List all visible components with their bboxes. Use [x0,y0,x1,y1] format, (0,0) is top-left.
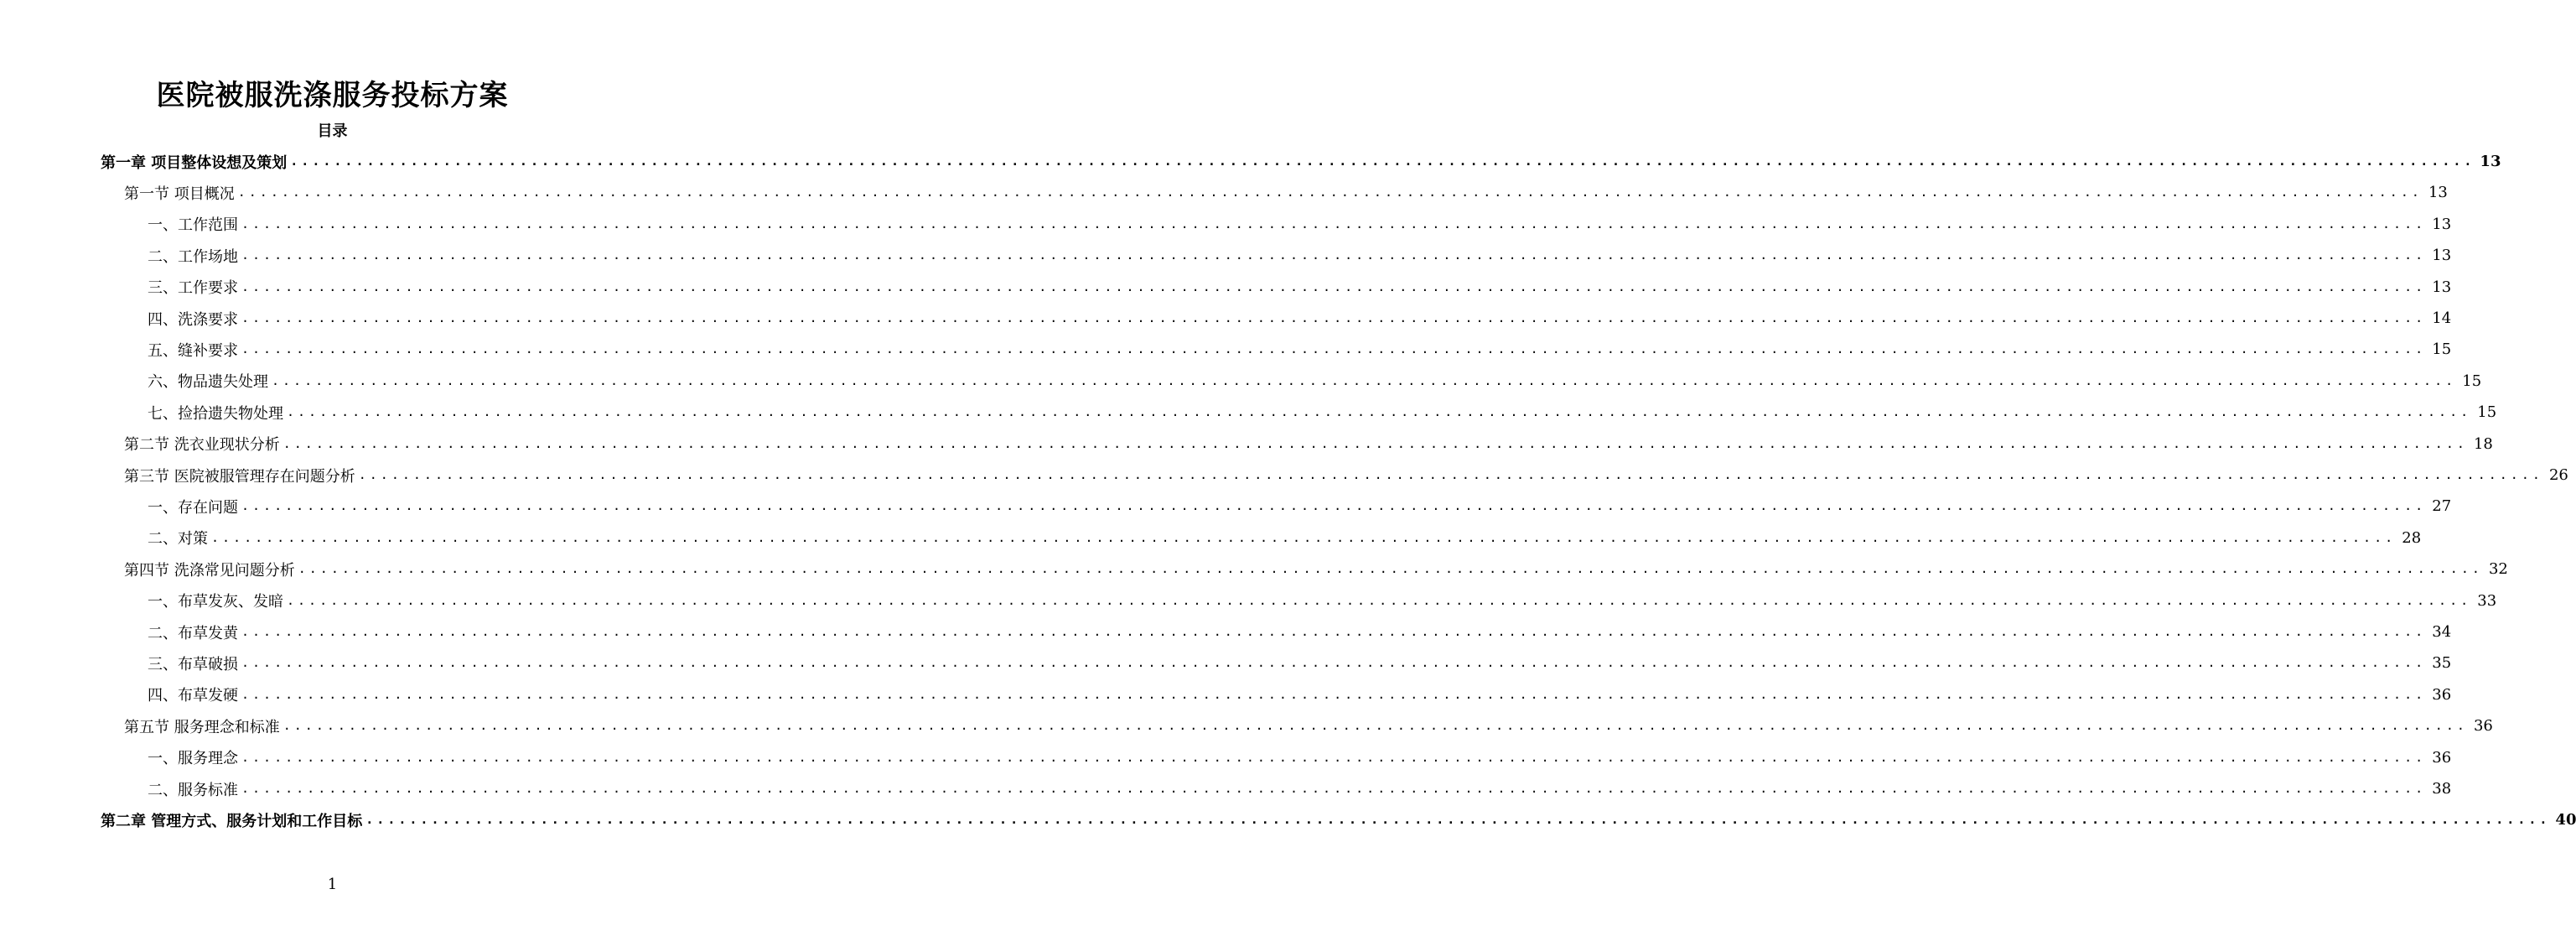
toc-dot-leader: ........................................................................................................................................................................................................ [241,686,2427,702]
toc-entry-label: 第四节 洗涤常见问题分析 [124,561,295,580]
toc-entry-page: 13 [2480,153,2501,170]
toc-entry-page: 18 [2473,434,2493,453]
toc-entry[interactable] [148,397,2497,428]
toc-entry-page: 13 [2432,215,2452,233]
toc-entry-page: 15 [2462,372,2482,390]
toc-entry-label: 第一节 项目概况 [124,185,235,203]
toc-entry-label: 四、洗涤要求 [148,310,238,329]
toc-entry-label: 七、捡拾遗失物处理 [148,404,283,423]
toc-entry-page: 27 [2432,497,2452,516]
toc-entry-page: 14 [2432,309,2452,327]
toc-entry-page: 13 [2432,247,2452,265]
toc-entry-label: 一、存在问题 [148,498,238,517]
toc-entry[interactable] [148,491,2452,522]
toc-dot-leader: ........................................................................................................................................................................................................ [211,529,2397,545]
toc-dot-leader: ........................................................................................................................................................................................................ [282,435,2468,451]
toc-entry-label: 四、布草发硬 [148,687,238,705]
toc-entry-page: 40 [2555,811,2576,829]
toc-entry-label: 二、布草发黄 [148,624,238,642]
toc-dot-leader: ........................................................................................................................................................................................................ [241,310,2427,325]
toc-dot-leader: ........................................................................................................................................................................................................ [241,247,2427,263]
toc-entry-label: 三、布草破损 [148,655,238,673]
toc-entry-page: 15 [2477,403,2497,422]
toc-dot-leader: ........................................................................................................................................................................................................ [241,781,2427,796]
toc-entry-label: 五、缝补要求 [148,341,238,360]
toc-entry[interactable] [148,742,2452,773]
toc-entry-label: 二、工作场地 [148,247,238,266]
toc-dot-leader: ........................................................................................................................................................................................................ [282,718,2468,734]
toc-dot-leader: ........................................................................................................................................................................................................ [237,185,2423,200]
toc-entry-label: 三、工作要求 [148,279,238,298]
toc-entry-label: 第三节 医院被服管理存在问题分析 [124,467,355,486]
toc-dot-leader: ........................................................................................................................................................................................................ [287,592,2472,608]
toc-dot-leader: ........................................................................................................................................................................................................ [272,372,2457,388]
document-title: 医院被服洗涤服务投标方案 [156,79,509,112]
toc-entry-label: 一、服务理念 [148,750,238,768]
toc-entry-label: 第五节 服务理念和标准 [124,718,280,736]
page-number: 1 [327,876,338,893]
toc-entry-page: 26 [2548,466,2568,484]
toc-entry-page: 35 [2432,654,2452,673]
toc-dot-leader: ........................................................................................................................................................................................................ [290,153,2475,169]
toc-entry-page: 36 [2432,748,2452,767]
toc-dot-leader: ........................................................................................................................................................................................................ [298,561,2483,577]
toc-entry[interactable] [148,272,2452,303]
toc-entry-page: 38 [2432,780,2452,798]
toc-entry-label: 一、工作范围 [148,216,238,235]
toc-entry-page: 36 [2473,717,2493,736]
toc-entry[interactable] [148,585,2497,616]
toc-entry-page: 34 [2432,623,2452,641]
toc-dot-leader: ........................................................................................................................................................................................................ [241,655,2427,671]
toc-entry-label: 第一章 项目整体设想及策划 [101,153,288,172]
toc-dot-leader: ........................................................................................................................................................................................................ [241,624,2427,639]
toc-dot-leader: ........................................................................................................................................................................................................ [241,749,2427,765]
toc-dot-leader: ........................................................................................................................................................................................................ [241,498,2427,514]
toc-entry[interactable] [148,773,2452,804]
toc-entry[interactable] [124,554,2508,585]
toc-entry-page: 28 [2402,528,2422,547]
toc-entry[interactable] [124,460,2568,491]
toc-entry[interactable] [148,679,2452,710]
toc-dot-leader: ........................................................................................................................................................................................................ [365,812,2551,828]
toc-entry[interactable] [101,804,2576,835]
toc-entry-page: 13 [2428,184,2448,202]
toc-entry[interactable] [148,616,2452,647]
toc-entry[interactable] [148,522,2422,554]
toc-entry-page: 36 [2432,685,2452,704]
toc-dot-leader: ........................................................................................................................................................................................................ [358,467,2543,482]
toc-dot-leader: ........................................................................................................................................................................................................ [241,278,2427,294]
toc-entry[interactable] [148,209,2452,240]
toc-entry-label: 第二章 管理方式、服务计划和工作目标 [101,812,363,830]
toc-dot-leader: ........................................................................................................................................................................................................ [241,341,2427,357]
toc-heading: 目录 [317,122,348,140]
toc-entry[interactable] [124,177,2448,208]
toc-dot-leader: ........................................................................................................................................................................................................ [287,404,2472,420]
toc-entry[interactable] [124,710,2493,741]
toc-entry-page: 32 [2488,560,2508,579]
toc-entry-label: 二、对策 [148,530,208,548]
toc-dot-leader: ........................................................................................................................................................................................................ [241,216,2427,231]
toc-entry-label: 第二节 洗衣业现状分析 [124,436,280,455]
toc-entry-label: 一、布草发灰、发暗 [148,593,283,611]
toc-entry-label: 六、物品遗失处理 [148,373,268,392]
toc-entry[interactable] [148,366,2482,397]
toc-entry[interactable] [124,429,2493,460]
toc-entry[interactable] [101,146,2501,177]
toc-entry-page: 13 [2432,278,2452,296]
toc-entry[interactable] [148,647,2452,678]
toc-entry-page: 15 [2432,341,2452,359]
toc-entry[interactable] [148,303,2452,334]
toc-entry-page: 33 [2477,591,2497,610]
toc-entry-label: 二、服务标准 [148,781,238,799]
toc-entry[interactable] [148,334,2452,365]
toc-entry[interactable] [148,240,2452,271]
